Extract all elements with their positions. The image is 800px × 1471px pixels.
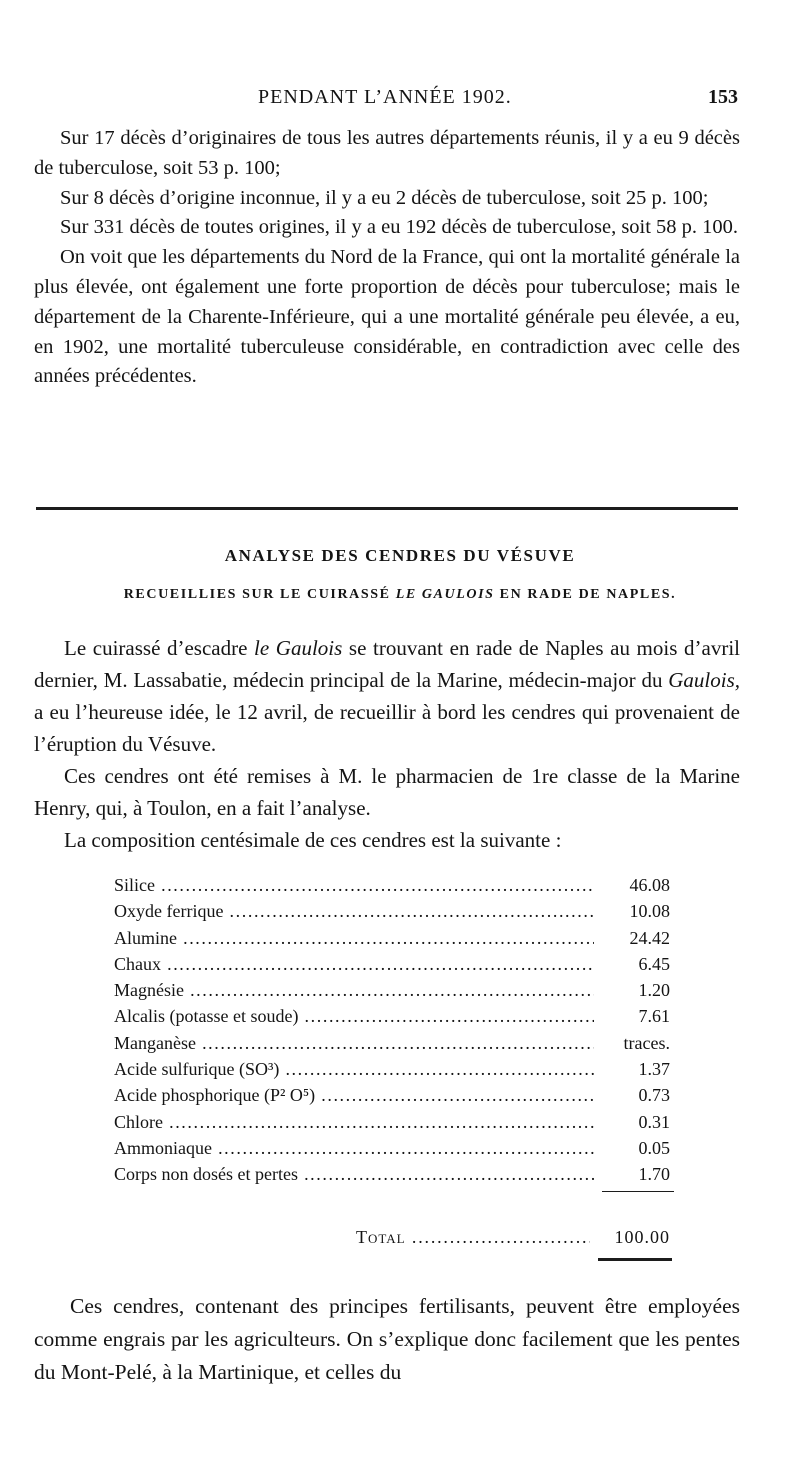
component-name: Ammoniaque ..... — [114, 1135, 594, 1161]
component-name: Alumine ..... — [114, 925, 594, 951]
component-value: 10.08 — [594, 898, 670, 924]
composition-row — [114, 977, 674, 1003]
subtitle-text: RECUEILLIES SUR LE CUIRASSÉ — [123, 587, 396, 602]
component-value: 1.37 — [594, 1056, 670, 1082]
bottom-text-block — [34, 1290, 740, 1389]
component-value: 1.70 — [594, 1161, 670, 1187]
component-name: Silice ..... — [114, 872, 594, 898]
component-value: 0.31 — [594, 1109, 670, 1135]
component-value: 0.73 — [594, 1082, 670, 1108]
component-value: 7.61 — [594, 1003, 670, 1029]
total-row — [356, 1224, 674, 1250]
component-name: Alcalis (potasse et soude) ..... — [114, 1003, 594, 1029]
composition-row — [114, 1056, 674, 1082]
component-value: 24.42 — [594, 925, 670, 951]
paragraph: Sur 17 décès d’originaires de tous les autres départements réunis, il y a eu 9 décès de tuberculose, soit 53 p. 100; — [34, 127, 740, 179]
text-run: a eu l’heureuse idée, le 12 avril, de recueillir à bord les cendres qui provenaient de l’éruption du Vésuve. — [34, 700, 740, 756]
total-double-rule — [598, 1258, 672, 1261]
text-run: Le cuirassé d’escadre — [64, 636, 255, 660]
component-name: Acide phosphorique (P² O⁵) ..... — [114, 1082, 594, 1108]
total-value: 100.00 — [590, 1224, 670, 1250]
component-value: 1.20 — [594, 977, 670, 1003]
component-value: 6.45 — [594, 951, 670, 977]
composition-table — [114, 872, 674, 1188]
page-number: 153 — [708, 86, 738, 108]
running-header — [36, 86, 738, 114]
composition-row — [114, 1135, 674, 1161]
component-name: Chaux ..... — [114, 951, 594, 977]
subtitle-text: EN RADE DE NAPLES. — [494, 587, 677, 602]
component-name: Magnésie ..... — [114, 977, 594, 1003]
top-text-block — [34, 124, 740, 392]
article-title: ANALYSE DES CENDRES DU VÉSUVE — [224, 546, 576, 565]
paragraph: Ces cendres ont été remises à M. le pharmacien de 1re classe de la Marine Henry, qui, à Toulon, en a fait l’analyse. — [34, 764, 740, 820]
composition-row — [114, 1003, 674, 1029]
component-name: Chlore ..... — [114, 1109, 594, 1135]
component-value: traces. — [594, 1030, 670, 1056]
composition-row — [114, 872, 674, 898]
running-title: PENDANT L’ANNÉE 1902. — [258, 86, 512, 108]
ship-name: Gaulois, — [668, 668, 740, 692]
component-name: Oxyde ferrique ..... — [114, 898, 594, 924]
component-value: 46.08 — [594, 872, 670, 898]
subtitle-ship-name: LE GAULOIS — [395, 587, 495, 602]
composition-row — [114, 1082, 674, 1108]
paragraph: Sur 331 décès de toutes origines, il y a eu 192 décès de tuberculose, soit 58 p. 100. — [60, 216, 739, 239]
paragraph: Sur 8 décès d’origine inconnue, il y a eu 2 décès de tuberculose, soit 25 p. 100; — [60, 186, 709, 209]
composition-row — [114, 898, 674, 924]
paragraph: Ces cendres, contenant des principes fertilisants, peuvent être employées comme engrais par les agriculteurs. On s’explique donc facilement que les pentes du Mont-Pelé, à la Martinique, et celles du — [34, 1294, 740, 1384]
component-name: Corps non dosés et pertes ..... — [114, 1161, 594, 1187]
composition-row — [114, 925, 674, 951]
composition-row — [114, 1161, 674, 1187]
component-name: Manganèse ..... — [114, 1030, 594, 1056]
sum-rule — [602, 1191, 674, 1192]
article-body — [34, 632, 740, 856]
composition-row — [114, 1030, 674, 1056]
paragraph — [34, 632, 740, 760]
text-run: se trouvant en rade de Naples au mois d’avril dernier, M. Lassabatie, médecin principal de la Marine, médecin-major du — [34, 636, 740, 692]
composition-row — [114, 1109, 674, 1135]
paragraph: On voit que les départements du Nord de la France, qui ont la mortalité générale la plus élevée, ont également une forte proportion de décès pour tuberculose; mais le département de la Charente-Inférieure, qui a une mortalité générale peu élevée, a eu, en 1902, une mortalité tuberculeuse considérable, en contradiction avec celle des années précédentes. — [34, 246, 740, 388]
ship-name: le Gaulois — [254, 636, 343, 660]
component-name: Acide sulfurique (SO³) ..... — [114, 1056, 594, 1082]
total-label-wrap — [356, 1224, 596, 1250]
paragraph: La composition centésimale de ces cendres est la suivante : — [64, 828, 562, 852]
composition-row — [114, 951, 674, 977]
section-divider — [36, 507, 738, 510]
article-subtitle — [0, 587, 800, 603]
component-value: 0.05 — [594, 1135, 670, 1161]
total-label: Total — [356, 1227, 406, 1247]
